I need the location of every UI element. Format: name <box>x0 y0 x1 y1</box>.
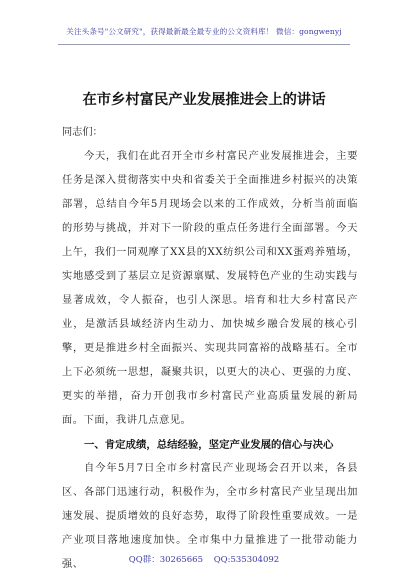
header-banner: 关注头条号"公文研究"，获得最新最全最专业的公文资料库！ 微信：gongwenyj <box>66 27 342 36</box>
footer-qq-group: QQ群：30265665 <box>128 555 203 565</box>
document-body <box>62 121 358 577</box>
section-heading: 一、肯定成绩，总结经验，坚定产业发展的信心与决心 <box>84 439 334 451</box>
document-title: 在市乡村富民产业发展推进会上的讲话 <box>82 92 326 108</box>
footer-contact <box>0 553 408 565</box>
paragraph: 今天，我们在此召开全市乡村富民产业发展推进会，主要任务是深入贯彻落实中央和省委关于全面推进乡村振兴的决策部署，总结自今年5月现场会以来的工作成效，分析当前面临的形势与挑战，并对下一阶段的重点任务进行全面部署。今天上午，我们一同观摩了XX县的XX纺织公司和XX蛋鸡养殖场，实地感受到了基层立足资源禀赋、发展特色产业的生动实践与显著成效，令人振奋，也引人深思。培育和壮大乡村富民产业，是激活县域经济内生动力、加快城乡融合发展的核心引擎，更是推进乡村全面振兴、实现共同富裕的战略基石。全市上下必须统一思想，凝聚共识，以更大的决心、更强的力度、更实的举措，奋力开创我市乡村富民产业高质量发展的新局面。下面，我讲几点意见。 <box>62 151 358 426</box>
header-divider <box>58 44 350 45</box>
footer-qq: QQ:535304092 <box>213 555 280 565</box>
paragraph: 自今年5月7日全市乡村富民产业现场会召开以来，各县区、各部门迅速行动，积极作为，全市乡村富民产业呈现出加速发展、提质增效的良好态势，取得了阶段性重要成效。一是产业项目落地速度加快。全市集中力量推进了一批带动能力强、 <box>62 463 358 570</box>
greeting: 同志们： <box>62 127 103 138</box>
